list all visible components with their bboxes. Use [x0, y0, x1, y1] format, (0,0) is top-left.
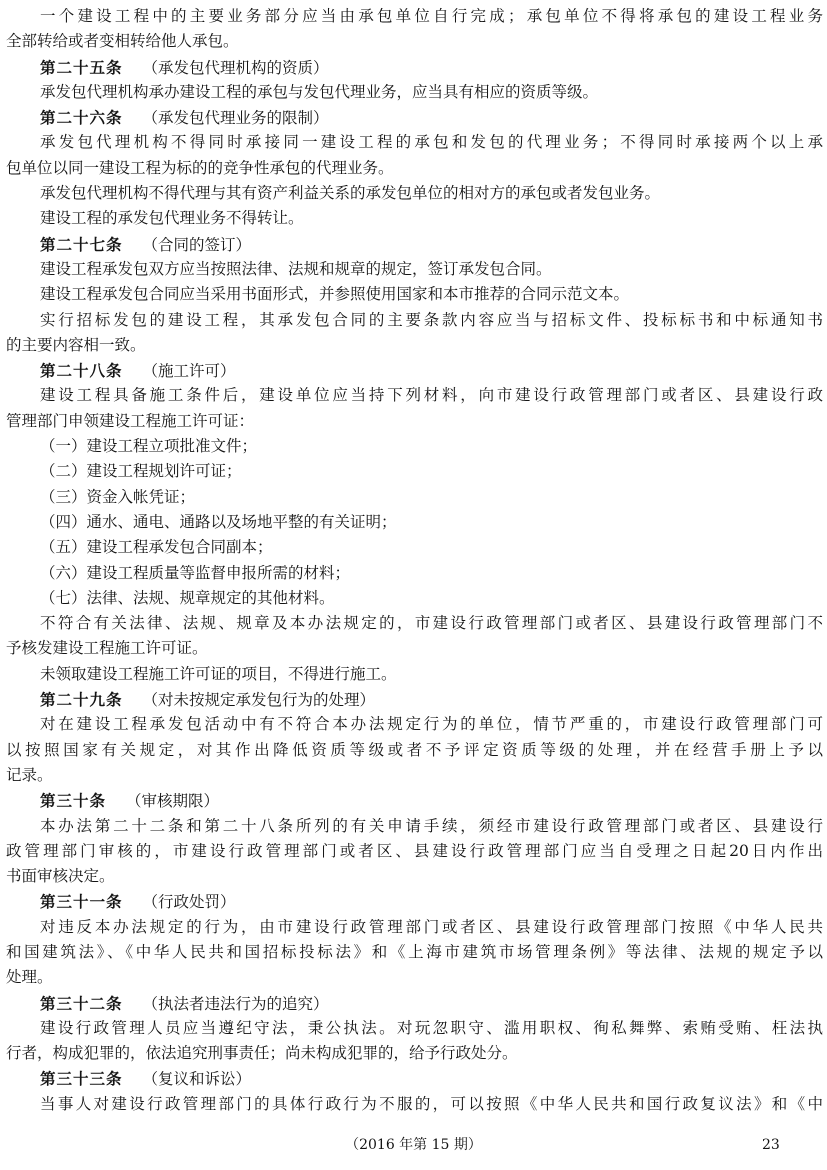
article-heading	[6, 55, 823, 80]
text-line: 和国建筑法》、《中华人民共和国招标投标法》和《上海市建筑市场管理条例》等法律、法规的规定予以	[6, 942, 823, 961]
article-number: 第二十五条	[40, 57, 123, 77]
text-line: 建设工程承发包双方应当按照法律、法规和规章的规定，签订承发包合同。	[40, 259, 552, 278]
text-line: 承发包代理机构承办建设工程的承包与发包代理业务，应当具有相应的资质等级。	[40, 82, 599, 101]
text-line: 以按照国家有关规定，对其作出降低资质等级或者不予评定资质等级的处理，并在经营手册上予以	[6, 740, 823, 759]
article-number: 第二十八条	[40, 361, 123, 381]
text-line: 建设行政管理人员应当遵纪守法，秉公执法。对玩忽职守、滥用职权、徇私舞弊、索贿受贿、枉法执	[40, 1018, 823, 1037]
article-heading	[6, 105, 823, 130]
article-heading	[6, 889, 823, 914]
text-line: 的主要内容相一致。	[6, 335, 146, 354]
article-title: （对未按规定承发包行为的处理）	[142, 691, 376, 710]
text-line: 全部转给或者变相转给他人承包。	[6, 32, 239, 51]
article-heading	[6, 788, 823, 813]
text-line: 当事人对建设行政管理部门的具体行政行为不服的，可以按照《中华人民共和国行政复议法》和《中	[40, 1094, 823, 1113]
text-line: 不符合有关法律、法规、规章及本办法规定的，市建设行政管理部门或者区、县建设行政管理部门不	[40, 614, 823, 633]
article-heading	[6, 687, 823, 712]
text-line: （三）资金入帐凭证；	[40, 487, 196, 506]
article-heading	[6, 1066, 823, 1091]
page-number: 23	[762, 1137, 780, 1153]
text-line: 承发包代理机构不得代理与其有资产利益关系的承发包单位的相对方的承包或者发包业务。	[40, 184, 661, 203]
text-line: 对违反本办法规定的行为，由市建设行政管理部门或者区、县建设行政管理部门按照《中华人民共	[40, 917, 823, 936]
text-line: 建设工程的承发包代理业务不得转让。	[40, 209, 304, 228]
text-line: 对在建设工程承发包活动中有不符合本办法规定行为的单位，情节严重的，市建设行政管理部门可	[40, 715, 823, 734]
text-line: 政管理部门审核的，市建设行政管理部门或者区、县建设行政管理部门应当自受理之日起20日内作出	[6, 841, 823, 860]
article-number: 第二十六条	[40, 108, 123, 128]
issue-label: （2016 年第 15 期）	[345, 1137, 482, 1153]
article-title: （施工许可）	[142, 362, 236, 381]
article-number: 第三十三条	[40, 1069, 123, 1089]
document-body	[6, 4, 823, 1117]
text-line: 实行招标发包的建设工程，其承发包合同的主要条款内容应当与招标文件、投标标书和中标通知书	[40, 310, 823, 329]
article-heading	[6, 232, 823, 257]
text-line: （七）法律、法规、规章规定的其他材料。	[40, 588, 335, 607]
article-heading	[6, 991, 823, 1016]
text-line: 本办法第二十二条和第二十八条所列的有关申请手续，须经市建设行政管理部门或者区、县建设行	[40, 816, 823, 835]
article-title: （复议和诉讼）	[142, 1070, 252, 1089]
text-line: 管理部门申领建设工程施工许可证：	[6, 411, 255, 430]
page-footer	[0, 1133, 827, 1157]
article-title: （承发包代理业务的限制）	[142, 109, 329, 128]
article-number: 第三十二条	[40, 993, 123, 1013]
text-line: 承发包代理机构不得同时承接同一建设工程的承包和发包的代理业务；不得同时承接两个以上承	[40, 133, 823, 152]
article-number: 第二十九条	[40, 690, 123, 710]
text-line: （六）建设工程质量等监督申报所需的材料；	[40, 563, 351, 582]
text-line: 建设工程具备施工条件后，建设单位应当持下列材料，向市建设行政管理部门或者区、县建设行政	[40, 386, 823, 405]
article-title: （合同的签订）	[142, 235, 252, 254]
text-line: （五）建设工程承发包合同副本；	[40, 538, 273, 557]
article-number: 第三十一条	[40, 892, 123, 912]
text-line: 处理。	[6, 968, 53, 987]
text-line: 包单位以同一建设工程为标的的竞争性承包的代理业务。	[6, 158, 394, 177]
text-line: 予核发建设工程施工许可证。	[6, 639, 208, 658]
article-heading	[6, 358, 823, 383]
article-title: （审核期限）	[126, 792, 220, 811]
text-line: 未领取建设工程施工许可证的项目，不得进行施工。	[40, 664, 397, 683]
article-number: 第三十条	[40, 791, 107, 811]
text-line: 记录。	[6, 765, 53, 784]
article-title: （执法者违法行为的追究）	[142, 994, 329, 1013]
text-line: 建设工程承发包合同应当采用书面形式，并参照使用国家和本市推荐的合同示范文本。	[40, 285, 630, 304]
text-line: （一）建设工程立项批准文件；	[40, 437, 258, 456]
article-title: （行政处罚）	[142, 893, 236, 912]
text-line: （二）建设工程规划许可证；	[40, 462, 242, 481]
article-number: 第二十七条	[40, 234, 123, 254]
article-title: （承发包代理机构的资质）	[142, 58, 329, 77]
text-line: 一个建设工程中的主要业务部分应当由承包单位自行完成；承包单位不得将承包的建设工程业务	[40, 7, 823, 25]
text-line: 书面审核决定。	[6, 867, 115, 886]
text-line: （四）通水、通电、通路以及场地平整的有关证明；	[40, 512, 397, 531]
text-line: 行者，构成犯罪的，依法追究刑事责任；尚未构成犯罪的，给予行政处分。	[6, 1044, 518, 1063]
